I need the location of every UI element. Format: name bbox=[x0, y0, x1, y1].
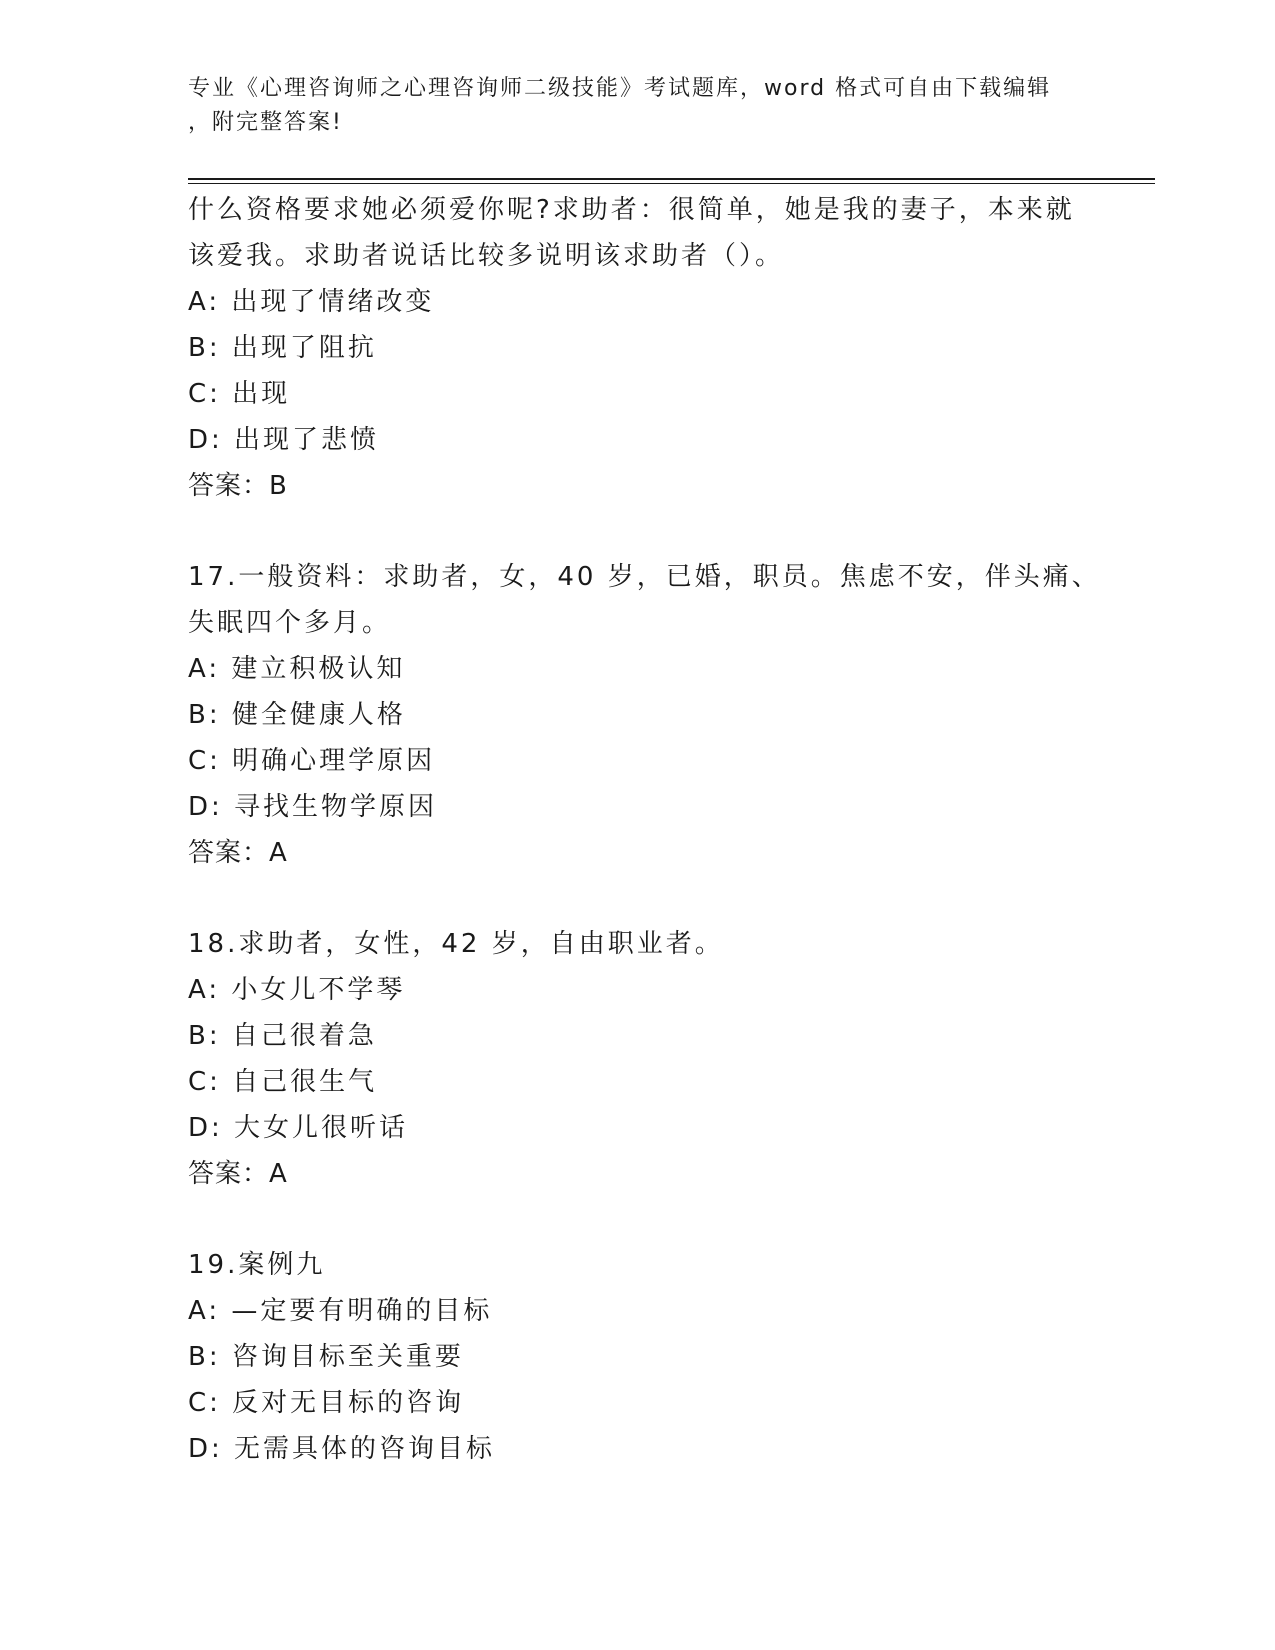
question-stem: 19.案例九 bbox=[188, 1250, 326, 1280]
option-b: B: 咨询目标至关重要 bbox=[188, 1342, 464, 1372]
question-stem: 18.求助者，女性，42 岁，自由职业者。 bbox=[188, 929, 724, 959]
option-d: D: 寻找生物学原因 bbox=[188, 792, 438, 822]
option-a: A: 出现了情绪改变 bbox=[188, 287, 435, 317]
answer-label: 答案：A bbox=[188, 838, 288, 868]
option-b: B: 自己很着急 bbox=[188, 1021, 377, 1051]
option-c: C: 明确心理学原因 bbox=[188, 746, 436, 776]
spacer bbox=[188, 509, 1088, 554]
answer-label: 答案：B bbox=[188, 471, 288, 501]
option-b: B: 健全健康人格 bbox=[188, 700, 406, 730]
document-header bbox=[188, 72, 1088, 140]
option-a: A: 小女儿不学琴 bbox=[188, 975, 406, 1005]
question-stem: 失眠四个多月。 bbox=[188, 608, 392, 638]
question-19 bbox=[188, 1242, 1088, 1472]
spacer bbox=[188, 1197, 1088, 1242]
option-c: C: 反对无目标的咨询 bbox=[188, 1388, 465, 1418]
option-a: A: 建立积极认知 bbox=[188, 654, 406, 684]
spacer bbox=[188, 876, 1088, 921]
option-c: C: 出现 bbox=[188, 379, 291, 409]
question-stem: 17.一般资料：求助者，女，40 岁，已婚，职员。焦虑不安，伴头痛、 bbox=[188, 562, 1101, 592]
question-17 bbox=[188, 554, 1101, 876]
question-stem: 该爱我。求助者说话比较多说明该求助者（）。 bbox=[188, 241, 785, 271]
option-d: D: 大女儿很听话 bbox=[188, 1113, 409, 1143]
option-d: D: 无需具体的咨询目标 bbox=[188, 1434, 496, 1464]
header-line-1: 专业《心理咨询师之心理咨询师二级技能》考试题库，word 格式可自由下载编辑 bbox=[188, 76, 1052, 101]
option-d: D: 出现了悲愤 bbox=[188, 425, 380, 455]
option-c: C: 自己很生气 bbox=[188, 1067, 378, 1097]
option-b: B: 出现了阻抗 bbox=[188, 333, 377, 363]
header-divider-thick bbox=[188, 178, 1155, 180]
question-16 bbox=[188, 187, 1088, 509]
answer-label: 答案：A bbox=[188, 1159, 288, 1189]
option-a: A: —定要有明确的目标 bbox=[188, 1296, 493, 1326]
header-divider-thin bbox=[188, 183, 1155, 184]
question-list bbox=[188, 187, 1101, 1472]
question-18 bbox=[188, 921, 1088, 1197]
question-stem: 什么资格要求她必须爱你呢?求助者：很简单，她是我的妻子，本来就 bbox=[188, 195, 1075, 225]
header-line-2: ，附完整答案! bbox=[188, 110, 343, 135]
